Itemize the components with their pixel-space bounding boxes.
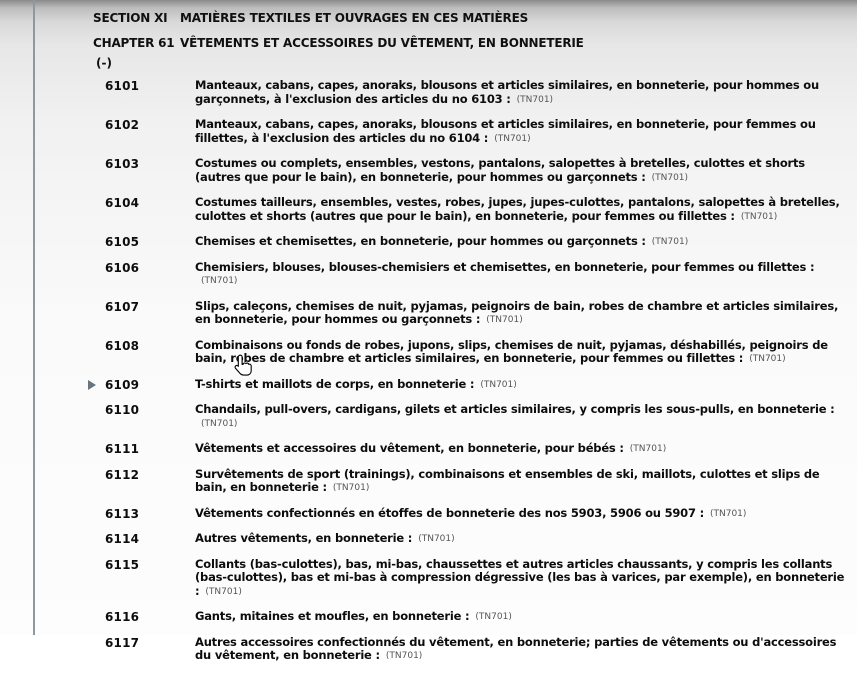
tn-note: (TN701) (651, 172, 689, 183)
section-title: MATIÈRES TEXTILES ET OUVRAGES EN CES MATIÈRES (180, 11, 529, 25)
heading-row-6113[interactable] (105, 507, 847, 523)
tn-note: (TN701) (629, 444, 667, 454)
heading-code: 6113 (105, 506, 140, 521)
heading-description: Manteaux, cabans, capes, anoraks, blousons et articles similaires, en bonneterie, pour femmes ou fillettes, à l'exclusion des articles du no 6104 : (TN701) (195, 117, 816, 145)
heading-description: Chandails, pull-overs, cardigans, gilets et articles similaires, y compris les sous-pulls, en bonneterie :(TN701) (195, 402, 835, 429)
chapter-header (93, 36, 584, 50)
heading-row-6101[interactable] (105, 79, 847, 108)
heading-code: 6105 (105, 235, 140, 249)
heading-description: Combinaisons ou fonds de robes, jupons, slips, chemises de nuit, pyjamas, déshabillés, peignoirs de bain, robes de chambre et articles similaires, en bonneterie, pour femmes ou fillettes : (TN701) (195, 337, 828, 365)
heading-row-6109[interactable] (105, 378, 847, 394)
section-header (93, 11, 528, 25)
heading-row-6115[interactable] (105, 558, 847, 601)
heading-description: Costumes tailleurs, ensembles, vestes, robes, jupes, jupes-culottes, pantalons, salopettes à bretelles, culottes et shorts (autres que pour le bain), en bonneterie, pour femmes ou fillettes : (TN701) (195, 195, 840, 223)
heading-description: Chemisiers, blouses, blouses-chemisiers et chemisettes, en bonneterie, pour femmes ou fillettes :(TN701) (195, 259, 815, 286)
placeholder-marker: (-) (96, 56, 112, 70)
heading-code: 6102 (105, 118, 140, 132)
heading-code: 6112 (105, 467, 140, 482)
tn-note: (TN701) (332, 483, 370, 493)
heading-code: 6108 (105, 338, 140, 353)
tn-note: (TN701) (516, 94, 554, 105)
tn-note: (TN701) (201, 418, 238, 429)
hand-cursor-icon (233, 354, 253, 378)
tn-note: (TN701) (201, 276, 238, 286)
selection-arrow-icon (88, 380, 96, 390)
heading-code-list (105, 79, 847, 675)
heading-code: 6117 (105, 635, 140, 650)
heading-description: Vêtements confectionnés en étoffes de bonneterie des nos 5903, 5906 ou 5907 : (TN701) (195, 505, 747, 520)
tn-note: (TN701) (480, 379, 517, 390)
heading-description: Chemises et chemisettes, en bonneterie, pour hommes ou garçonnets : (TN701) (195, 234, 689, 248)
heading-code: 6115 (105, 557, 140, 572)
heading-row-6105[interactable] (105, 235, 847, 251)
heading-description: Collants (bas-culottes), bas, mi-bas, chaussettes et autres articles chaussants, y compris les collants (bas-culottes), bas et mi-bas à compression dégressive (les bas à varices, par exemple), en bonneterie : (TN701) (195, 556, 845, 598)
heading-code: 6107 (105, 299, 140, 314)
heading-row-6107[interactable] (105, 300, 847, 329)
heading-row-6111[interactable] (105, 442, 847, 458)
tn-note: (TN701) (205, 586, 242, 597)
heading-description: Gants, mitaines et moufles, en bonneterie : (TN701) (195, 609, 512, 623)
heading-code: 6104 (105, 196, 140, 210)
heading-row-6108[interactable] (105, 339, 847, 368)
heading-description: Autres vêtements, en bonneterie : (TN701) (195, 531, 455, 545)
tn-note: (TN701) (740, 211, 778, 222)
heading-row-6110[interactable] (105, 403, 847, 432)
heading-description: Manteaux, cabans, capes, anoraks, blousons et articles similaires, en bonneterie, pour hommes ou garçonnets, à l'exclusion des articles du no 6103 : (TN701) (195, 78, 819, 106)
chapter-title: VÊTEMENTS ET ACCESSOIRES DU VÊTEMENT, EN BONNETERIE (180, 36, 584, 50)
heading-code: 6106 (105, 260, 140, 275)
section-label: SECTION XI (93, 11, 168, 25)
tn-note: (TN701) (475, 612, 512, 622)
heading-description: Vêtements et accessoires du vêtement, en bonneterie, pour bébés : (TN701) (195, 441, 667, 455)
heading-code: 6109 (105, 377, 140, 392)
tn-note: (TN701) (749, 354, 786, 364)
heading-code: 6114 (105, 532, 140, 546)
heading-description: Autres accessoires confectionnés du vêtement, en bonneterie; parties de vêtements ou d'accessoires du vêtement, en bonneterie : (TN701) (195, 634, 837, 662)
heading-row-6114[interactable] (105, 532, 847, 548)
heading-description: Survêtements de sport (trainings), combinaisons et ensembles de ski, maillots, culottes et slips de bain, en bonneterie : (TN701) (195, 466, 820, 494)
left-margin-divider (33, 0, 35, 635)
heading-row-6106[interactable] (105, 261, 847, 290)
heading-row-6102[interactable] (105, 118, 847, 147)
heading-row-6117[interactable] (105, 636, 847, 665)
heading-row-6104[interactable] (105, 196, 847, 225)
heading-row-6112[interactable] (105, 468, 847, 497)
tn-note: (TN701) (651, 237, 689, 247)
heading-row-6116[interactable] (105, 610, 847, 626)
tn-note: (TN701) (486, 315, 523, 325)
tn-note: (TN701) (418, 534, 455, 544)
heading-row-6103[interactable] (105, 157, 847, 186)
heading-code: 6111 (105, 442, 140, 456)
heading-code: 6116 (105, 610, 140, 624)
tn-note: (TN701) (385, 651, 423, 661)
heading-description: Slips, caleçons, chemises de nuit, pyjamas, peignoirs de bain, robes de chambre et articles similaires, en bonneterie, pour hommes ou garçonnets : (TN701) (195, 298, 839, 326)
chapter-label: CHAPTER 61 (93, 36, 175, 50)
heading-code: 6101 (105, 79, 140, 93)
tn-note: (TN701) (709, 508, 747, 519)
heading-description: T-shirts et maillots de corps, en bonneterie : (TN701) (195, 376, 517, 391)
heading-code: 6110 (105, 403, 140, 417)
heading-description: Costumes ou complets, ensembles, vestons, pantalons, salopettes à bretelles, culottes et shorts (autres que pour le bain), en bonneterie, pour hommes ou garçonnets : (TN701) (195, 156, 805, 184)
heading-code: 6103 (105, 157, 140, 171)
tn-note: (TN701) (494, 133, 531, 144)
